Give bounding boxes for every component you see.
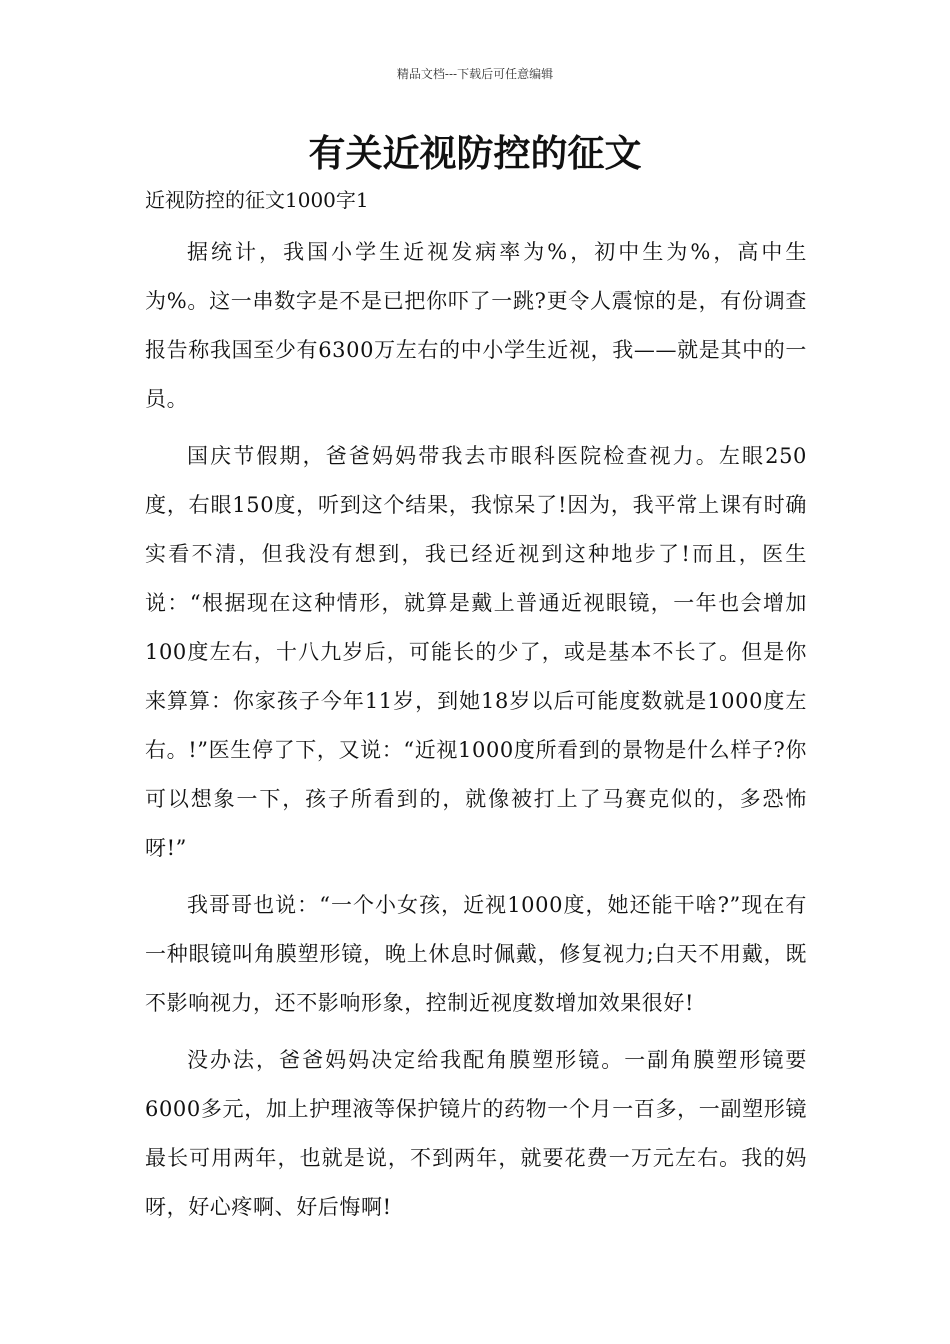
page-header: 精品文档---下载后可任意编辑 (396, 67, 554, 81)
document-title: 有关近视防控的征文 (308, 131, 642, 175)
paragraph-eye-exam: 国庆节假期，爸爸妈妈带我去市眼科医院检查视力。左眼250度，右眼150度，听到这个结果，我惊呆了!因为，我平常上课有时确实看不清，但我没有想到，我已经近视到这种地步了!而且，医生说：“根据现在这种情形，就算是戴上普通近视眼镜，一年也会增加100度左右，十八九岁后，可能长的少了，或是基本不长了。但是你来算算：你家孩子今年11岁，到她18岁以后可能度数就是1000度左右。!”医生停了下，又说：“近视1000度所看到的景物是什么样子?你可以想象一下，孩子所看到的，就像被打上了马赛克似的，多恐怖呀!” (145, 444, 807, 860)
document-body (145, 180, 807, 1232)
paragraph-ortho-k-cost: 没办法，爸爸妈妈决定给我配角膜塑形镜。一副角膜塑形镜要6000多元，加上护理液等保护镜片的药物一个月一百多，一副塑形镜最长可用两年，也就是说，不到两年，就要花费一万元左右。我的妈呀，好心疼啊、好后悔啊! (145, 1048, 807, 1219)
paragraph-brother-advice: 我哥哥也说：“一个小女孩，近视1000度，她还能干啥?”现在有一种眼镜叫角膜塑形镜，晚上休息时佩戴，修复视力;白天不用戴，既不影响视力，还不影响形象，控制近视度数增加效果很好! (145, 893, 807, 1015)
document-subtitle: 近视防控的征文1000字1 (145, 188, 369, 212)
paragraph-statistics: 据统计，我国小学生近视发病率为%，初中生为%，高中生为%。这一串数字是不是已把你吓了一跳?更令人震惊的是，有份调查报告称我国至少有6300万左右的中小学生近视，我——就是其中的一员。 (145, 240, 808, 411)
